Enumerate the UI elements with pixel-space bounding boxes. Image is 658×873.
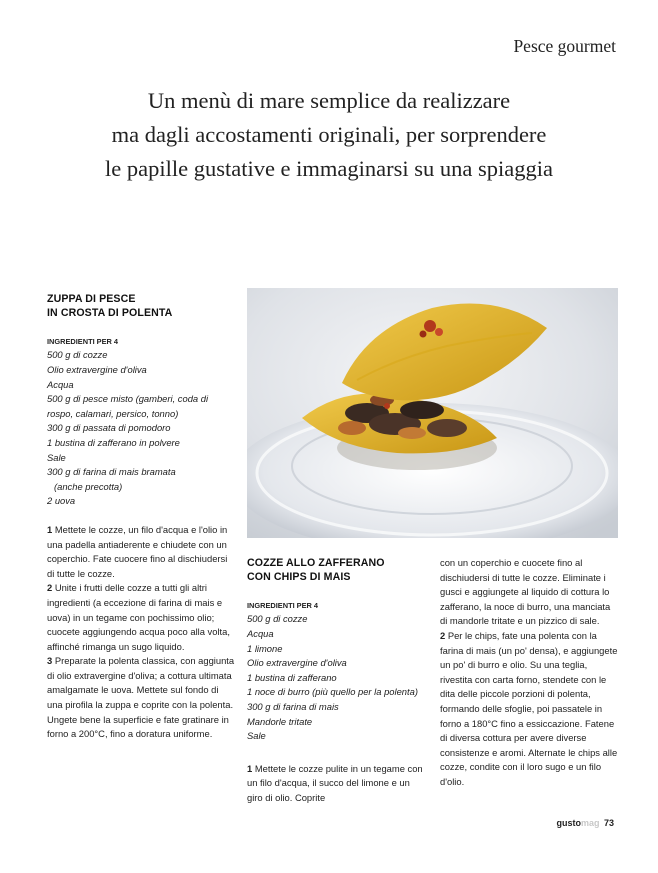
ingredient: 500 g di cozze bbox=[247, 613, 308, 625]
ingredient: 1 bustina di zafferano in polvere bbox=[47, 436, 180, 448]
ingredient: Sale bbox=[47, 451, 66, 463]
ingredient: Sale bbox=[247, 730, 266, 742]
magazine-brand-suffix: mag bbox=[580, 818, 600, 828]
step-number: 2 bbox=[47, 582, 53, 594]
recipe-title-line: COZZE ALLO ZAFFERANO bbox=[247, 557, 385, 569]
intro-line: ma dagli accostamenti originali, per sorprendere bbox=[111, 122, 547, 147]
steps bbox=[47, 523, 235, 742]
ingredient: Acqua bbox=[47, 378, 74, 390]
intro-line: Un menù di mare semplice da realizzare bbox=[147, 88, 511, 113]
ingredient: 1 limone bbox=[247, 642, 283, 654]
dish-photo-illustration bbox=[247, 288, 618, 538]
ingredient: Olio extravergine d'oliva bbox=[247, 657, 347, 669]
ingredient: 1 noce di burro (più quello per la polenta) bbox=[247, 686, 418, 698]
ingredients-list bbox=[247, 612, 423, 743]
ingredient: Olio extravergine d'oliva bbox=[47, 364, 147, 375]
step-text: Mettete le cozze, un filo d'acqua e l'olio in una padella antiaderente e chiudete con un coperchio. Fate cuocere fino al dischiudersi di tutte le cozze. bbox=[47, 523, 228, 579]
ingredient: 300 g di farina di mais bbox=[247, 700, 339, 712]
ingredient: 500 g di cozze bbox=[47, 349, 108, 361]
ingredients-list bbox=[47, 348, 235, 509]
step-number: 1 bbox=[247, 762, 253, 774]
recipe-cozze bbox=[247, 556, 423, 806]
ingredient: 1 bustina di zafferano bbox=[247, 671, 337, 683]
recipe-title-line: IN CROSTA DI POLENTA bbox=[47, 307, 173, 320]
ingredient: 500 g di pesce misto (gamberi, coda di bbox=[47, 393, 209, 405]
recipe-zuppa bbox=[47, 292, 235, 742]
step-text: Mettete le cozze pulite in un tegame con un filo d'acqua, il succo del limone e un giro di olio. Coprite bbox=[247, 762, 423, 803]
ingredient: 300 g di farina di mais bramata bbox=[47, 466, 176, 478]
step bbox=[247, 762, 423, 806]
step-text: Unite i frutti delle cozze a tutti gli altri ingredienti (a eccezione di farina di mais e uova) in un tegame con pochissimo olio; cuocete aggiungendo acqua poco alla volta, affinché rimanga un sugo liquido. bbox=[47, 582, 230, 652]
ingredient: rospo, calamari, persico, tonno) bbox=[47, 407, 179, 419]
steps bbox=[247, 762, 423, 806]
recipe-title-line: CON CHIPS DI MAIS bbox=[247, 571, 351, 584]
section-title: Pesce gourmet bbox=[513, 36, 616, 56]
step-text: Per le chips, fate una polenta con la farina di mais (un po' densa), e aggiungete un po' di burro e olio. Su una teglia, rivestita con carta forno, stendete con le dita delle piccole porzioni di polenta, formando delle sfoglie, poi passatele in forno a 180°C fino a essiccazione. Fatene di diversa cottura per avere diverse consistenze e aromi. Alternate le chips alle cozze, condite con il loro sugo e un filo d'olio. bbox=[440, 629, 618, 787]
intro-text bbox=[0, 84, 658, 186]
ingredient: 2 uova bbox=[47, 495, 76, 507]
step bbox=[440, 629, 618, 790]
step bbox=[47, 654, 235, 742]
step-number: 1 bbox=[47, 523, 53, 535]
step-continued: con un coperchio e cuocete fino al dischiudersi di tutte le cozze. Eliminate i gusci e aggiungete al liquido di cottura lo zafferano, la noce di burro, una manciata di mandorle tritate e un pizzico di sale. bbox=[440, 557, 611, 627]
step bbox=[47, 581, 235, 654]
ingredients-heading: INGREDIENTI PER 4 bbox=[47, 337, 119, 347]
recipe-title-line: ZUPPA DI PESCE bbox=[47, 293, 136, 305]
ingredients-heading: INGREDIENTI PER 4 bbox=[247, 601, 319, 611]
dish-photo bbox=[247, 288, 618, 538]
ingredient: Mandorle tritate bbox=[247, 715, 313, 727]
magazine-brand: gusto bbox=[556, 818, 581, 828]
steps bbox=[440, 556, 618, 790]
step-number: 3 bbox=[47, 655, 53, 667]
intro-line: le papille gustative e immaginarsi su una spiaggia bbox=[104, 156, 553, 181]
page-number: 73 bbox=[603, 818, 614, 828]
ingredient: 300 g di passata di pomodoro bbox=[47, 422, 171, 434]
step-text: Preparate la polenta classica, con aggiunta di olio extravergine d'oliva; a cottura ultimata amalgamate le uova. Mettete sul fondo di una pirofila la zuppa e coprite con la polenta. Ungete bene la superficie e fate gratinare in forno a 200°C, fino a doratura uniforme. bbox=[47, 655, 235, 740]
recipe-cozze-continued bbox=[440, 556, 618, 790]
page-footer bbox=[556, 818, 614, 828]
step-number: 2 bbox=[440, 629, 446, 641]
ingredient: Acqua bbox=[247, 628, 274, 639]
ingredient: (anche precotta) bbox=[54, 480, 123, 492]
recipe-title bbox=[247, 556, 423, 584]
step bbox=[47, 523, 235, 581]
recipe-title bbox=[47, 292, 235, 320]
